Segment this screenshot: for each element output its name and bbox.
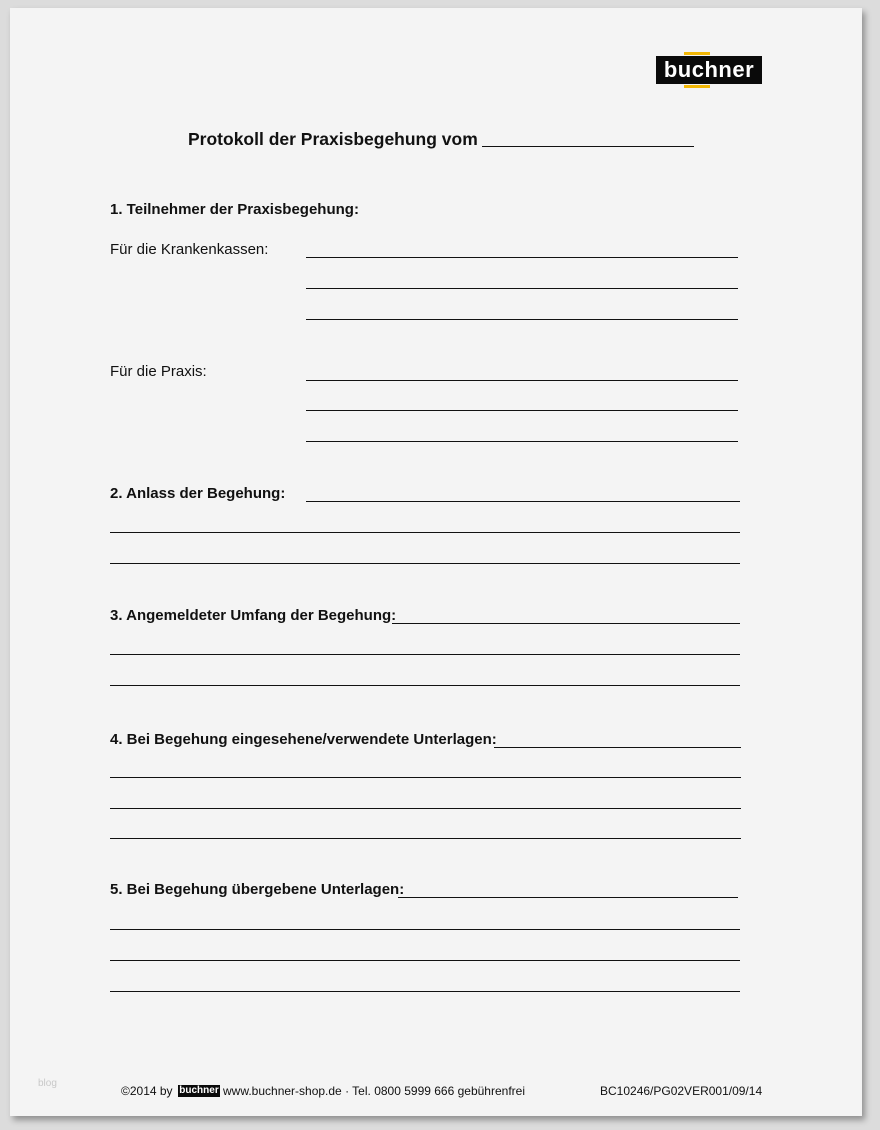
uebergeben-line-3 — [110, 960, 740, 961]
praxis-line-2 — [306, 410, 738, 411]
unterlagen-line-2 — [110, 777, 741, 778]
date-blank-line — [482, 128, 694, 147]
logo-text: buchner — [663, 57, 755, 82]
footer-logo: buchner — [179, 1085, 219, 1096]
footer-contact: www.buchner-shop.de · Tel. 0800 5999 666 gebührenfrei — [223, 1084, 525, 1098]
umfang-line-1 — [392, 623, 740, 624]
kassen-label: Für die Krankenkassen: — [110, 241, 269, 258]
unterlagen-line-3 — [110, 808, 741, 809]
unterlagen-line-4 — [110, 838, 741, 839]
buchner-logo — [656, 56, 762, 84]
title-text: Protokoll der Praxisbegehung vom — [188, 129, 478, 149]
watermark: blog — [38, 1078, 57, 1089]
section-4-heading: 4. Bei Begehung eingesehene/verwendete Unterlagen: — [110, 731, 497, 748]
logo-accent-top — [684, 52, 710, 55]
umfang-line-3 — [110, 685, 740, 686]
section-5-heading: 5. Bei Begehung übergebene Unterlagen: — [110, 881, 405, 898]
logo-accent-bottom — [684, 85, 710, 88]
section-1-heading: 1. Teilnehmer der Praxisbegehung: — [110, 201, 359, 218]
kassen-line-3 — [306, 319, 738, 320]
page-title — [188, 128, 694, 150]
kassen-line-1 — [306, 257, 738, 258]
kassen-line-2 — [306, 288, 738, 289]
praxis-line-1 — [306, 380, 738, 381]
praxis-line-3 — [306, 441, 738, 442]
uebergeben-line-4 — [110, 991, 740, 992]
umfang-line-2 — [110, 654, 740, 655]
section-3-heading: 3. Angemeldeter Umfang der Begehung: — [110, 607, 397, 624]
anlass-line-3 — [110, 563, 740, 564]
praxis-label: Für die Praxis: — [110, 363, 207, 380]
document-page — [10, 8, 862, 1116]
unterlagen-line-1 — [494, 747, 741, 748]
footer-code: BC10246/PG02VER001/09/14 — [600, 1084, 763, 1098]
anlass-line-2 — [110, 532, 740, 533]
section-2-heading: 2. Anlass der Begehung: — [110, 485, 286, 502]
uebergeben-line-1 — [398, 897, 738, 898]
footer-copyright: ©2014 by — [121, 1084, 173, 1098]
uebergeben-line-2 — [110, 929, 740, 930]
anlass-line-1 — [306, 501, 740, 502]
